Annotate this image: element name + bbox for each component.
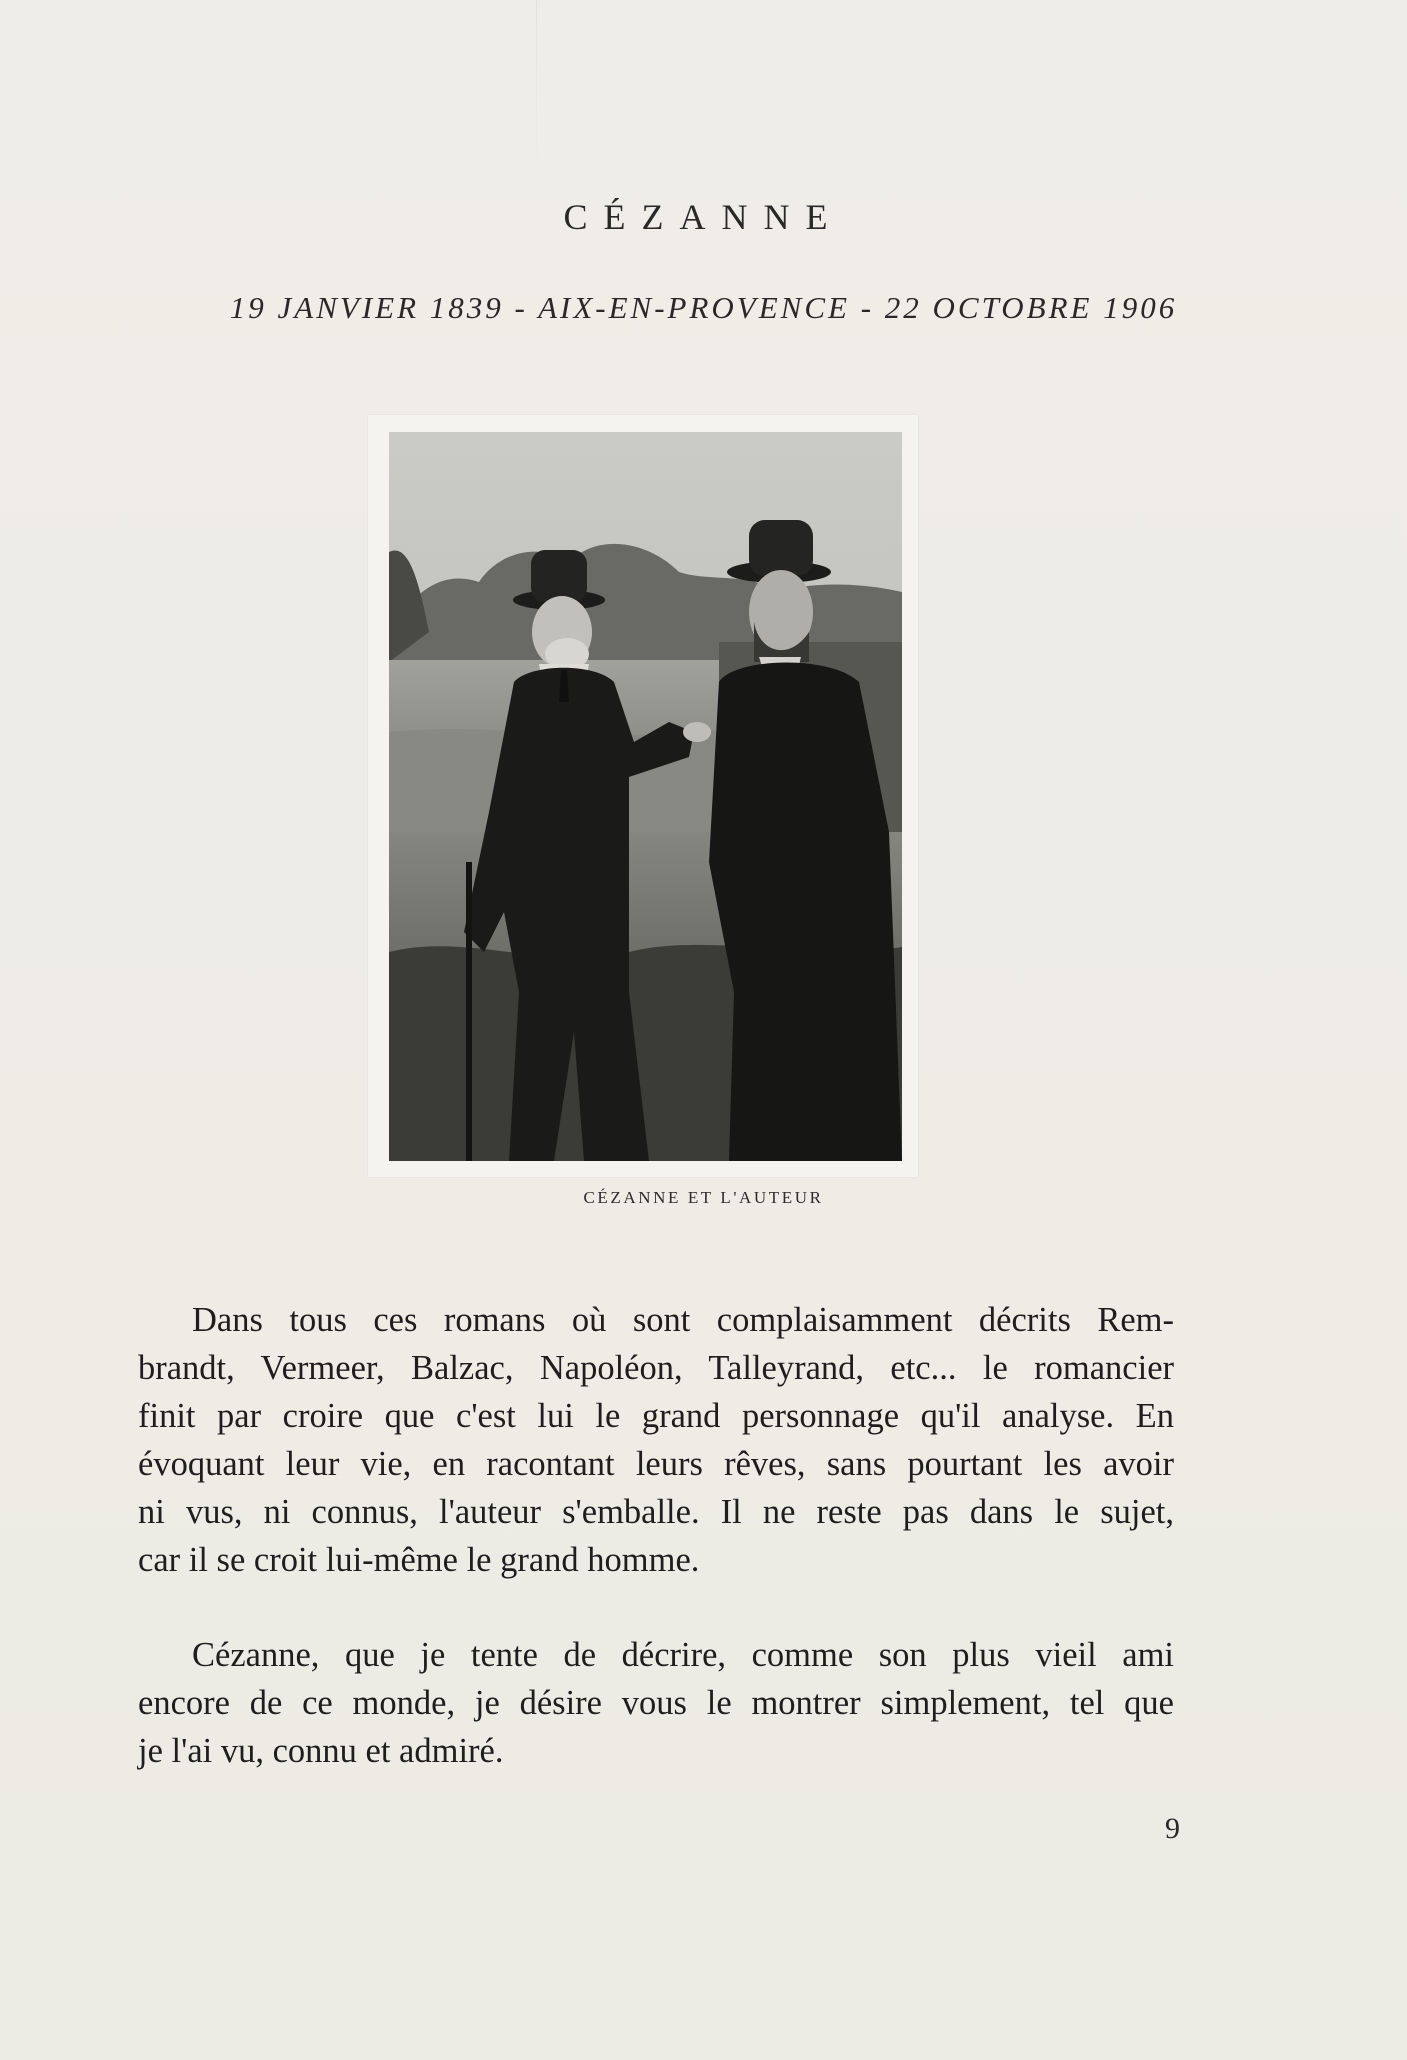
page-number: 9 <box>1165 1812 1180 1845</box>
paragraph-1 <box>138 1296 1174 1584</box>
paragraph-line: je l'ai vu, connu et admiré. <box>138 1732 504 1770</box>
paper-crease <box>536 0 537 180</box>
chapter-title: CÉZANNE <box>563 197 844 237</box>
photo-caption: CÉZANNE ET L'AUTEUR <box>583 1188 824 1207</box>
photograph-cezanne-and-author <box>389 432 902 1161</box>
paragraph-line: Cézanne, que je tente de décrire, comme son plus vieil ami <box>192 1636 1174 1674</box>
paragraph-line: brandt, Vermeer, Balzac, Napoléon, Talleyrand, etc... le romancier <box>138 1349 1174 1387</box>
paragraph-line: finit par croire que c'est lui le grand personnage qu'il analyse. En <box>138 1397 1174 1435</box>
paragraph-2 <box>138 1631 1174 1775</box>
paragraph-line: encore de ce monde, je désire vous le montrer simplement, tel que <box>138 1684 1174 1722</box>
chapter-dates: 19 JANVIER 1839 - AIX-EN-PROVENCE - 22 OCTOBRE 1906 <box>229 290 1178 325</box>
paragraph-line: ni vus, ni connus, l'auteur s'emballe. Il ne reste pas dans le sujet, <box>138 1493 1174 1531</box>
paragraph-line: évoquant leur vie, en racontant leurs rêves, sans pourtant les avoir <box>138 1445 1174 1483</box>
paragraph-line: Dans tous ces romans où sont complaisamment décrits Rem- <box>192 1301 1174 1339</box>
paragraph-line: car il se croit lui-même le grand homme. <box>138 1541 700 1579</box>
